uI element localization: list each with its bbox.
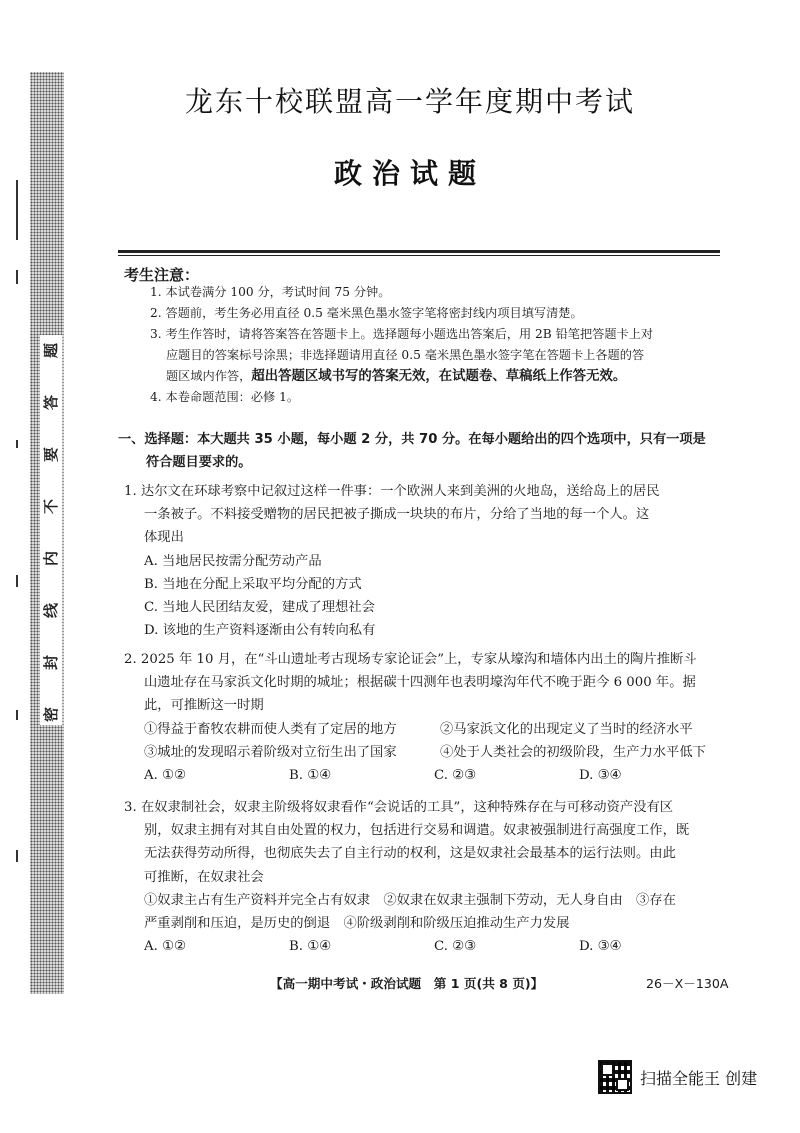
question-text: 可推断，在奴隶社会 [144,869,264,885]
choice-a: A. ①② [144,939,186,955]
option-a: A. 当地居民按需分配劳动产品 [144,553,322,569]
question-text: 2. 2025 年 10 月，在“斗山遗址考古现场专家论证会”上，专家从壕沟和墙体内出土的陶片推断斗 [124,652,697,667]
question-text: 无法获得劳动所得，也彻底失去了自主行动的权利，这是奴隶社会最基本的运行法则。由此 [144,846,676,862]
notice-item: 4. 本卷命题范围：必修 1。 [150,390,300,404]
notice-item: 3. 考生作答时，请将答案答在答题卡上。选择题每小题选出答案后，用 2B 铅笔把答题卡上对 [150,327,654,341]
option-c: C. 当地人民团结友爱，建成了理想社会 [144,600,375,616]
statement-3: ③城址的发现昭示着阶级对立衍生出了国家 [144,744,397,760]
header-rule [118,250,720,253]
qr-code-icon [598,1060,632,1094]
seal-char: 题 [42,342,61,359]
choice-c: C. ②③ [434,939,476,955]
margin-dashes [10,180,26,900]
question-text: 别，奴隶主拥有对其自由处置的权力，包括进行交易和调遣。奴隶被强制进行高强度工作，既 [144,823,690,839]
seal-char: 密 [42,706,61,723]
margin-dash [16,270,18,284]
choice-row [124,935,724,958]
notice-item: 2. 答题前，考生务必用直径 0.5 毫米黑色墨水签字笔将密封线内项目填写清楚。 [150,306,583,320]
option-b: B. 当地在分配上采取平均分配的方式 [144,576,362,592]
question-text: 1. 达尔文在环球考察中记叙过这样一件事：一个欧洲人来到美洲的火地岛，送给岛上的居民 [124,484,660,499]
question-statements: 严重剥削和压迫，是历史的倒退 ④阶级剥削和阶级压迫推动生产力发展 [144,916,570,932]
seal-char: 封 [42,654,61,671]
question-text: 3. 在奴隶制社会，奴隶主阶级将奴隶看作“会说话的工具”，这种特殊存在与可移动资产没有区 [124,800,674,815]
seal-char: 内 [42,550,61,567]
question-1 [124,480,724,642]
notice-heading: 考生注意： [124,266,200,284]
notice-warning: 超出答题区域书写的答案无效，在试题卷、草稿纸上作答无效。 [251,369,627,384]
statement-1: ①得益于畜牧农耕而使人类有了定居的地方 [144,721,397,737]
margin-dash [16,710,18,720]
margin-dash [16,850,18,862]
notice-item-cont-text: 题区域内作答， [166,369,252,383]
page-footer: 【高一期中考试・政治试题 第 1 页(共 8 页)】 [270,976,544,991]
question-2 [124,648,724,787]
statement-2: ②马家浜文化的出现定义了当时的经济水平 [440,721,693,737]
section-heading [118,428,730,474]
question-statements: ①奴隶主占有生产资料并完全占有奴隶 ②奴隶在奴隶主强制下劳动，无人身自由 ③存在 [144,892,676,908]
seal-char: 要 [42,446,61,463]
option-d: D. 该地的生产资料逐渐由公有转向私有 [144,623,376,639]
statement-row [124,718,724,741]
question-text: 一条被子。不料接受赠物的居民把被子撕成一块块的布片，分给了当地的每一个人。这 [144,507,650,523]
seal-char: 线 [42,602,61,619]
statement-row [124,741,724,764]
section-line: 一、选择题：本大题共 35 小题，每小题 2 分，共 70 分。在每小题给出的四个选项中，只有一项是 [118,432,706,447]
question-text: 此，可推断这一时期 [144,698,264,714]
notice-list [150,282,720,408]
margin-dash [16,440,18,448]
choice-b: B. ①④ [289,768,332,784]
notice-item: 1. 本试卷满分 100 分，考试时间 75 分钟。 [150,285,391,299]
choice-b: B. ①④ [289,939,332,955]
question-text: 山遗址存在马家浜文化时期的城址；根据碳十四测年也表明壕沟年代不晚于距今 6 000 年。据 [144,675,696,691]
seal-char: 答 [42,394,61,411]
statement-4: ④处于人类社会的初级阶段，生产力水平低下 [440,744,706,760]
header-rule-thin [118,255,720,256]
question-text: 体现出 [144,530,184,546]
scanner-watermark: 扫描全能王 创建 [640,1069,758,1088]
exam-code: 26－X－130A [646,976,729,991]
choice-d: D. ③④ [579,768,622,784]
choice-row [124,764,724,787]
section-line: 符合题目要求的。 [146,455,252,470]
choice-c: C. ②③ [434,768,476,784]
notice-item-cont [150,366,720,387]
seal-line-text [40,340,62,725]
margin-dash [16,180,18,240]
seal-char: 不 [42,498,61,515]
notice-item-cont: 应题目的答案标号涂黑；非选择题请用直径 0.5 毫米黑色墨水签字笔在答题卡上各题的答 [166,348,645,362]
choice-a: A. ①② [144,768,186,784]
exam-title: 龙东十校联盟高一学年度期中考试 [184,85,635,118]
margin-dash [16,575,18,587]
question-3 [124,796,724,958]
exam-subtitle: 政治试题 [333,157,486,190]
choice-d: D. ③④ [579,939,622,955]
